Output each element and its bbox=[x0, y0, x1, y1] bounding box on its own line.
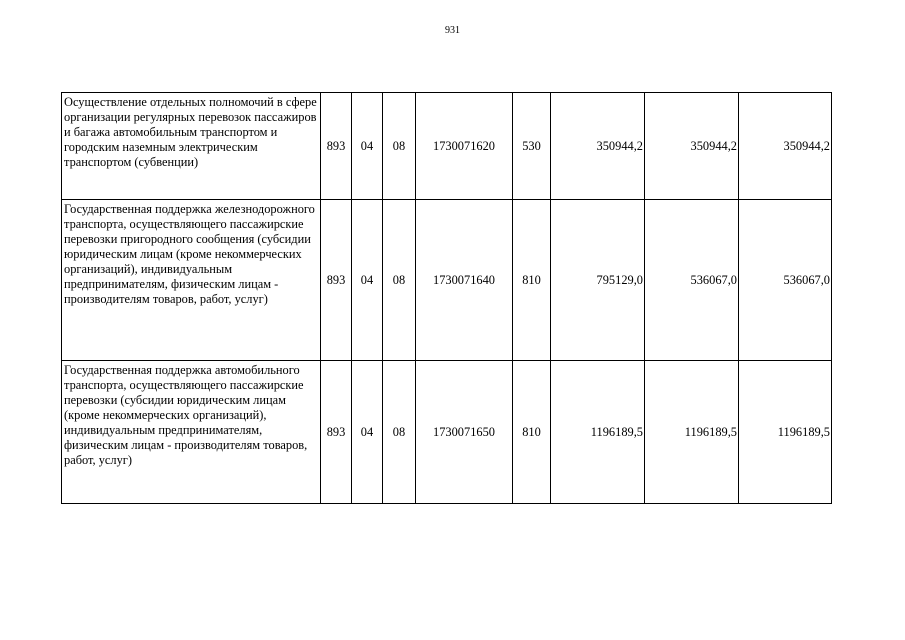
row-expense-type-code: 530 bbox=[513, 93, 551, 200]
row-section-code: 04 bbox=[352, 93, 383, 200]
row-amount-2: 536067,0 bbox=[645, 200, 739, 361]
table-row bbox=[62, 93, 832, 200]
row-target-code: 1730071650 bbox=[416, 361, 513, 504]
row-ministry-code: 893 bbox=[321, 200, 352, 361]
row-subsection-code: 08 bbox=[383, 361, 416, 504]
page-number: 931 bbox=[445, 25, 460, 36]
row-amount-2: 350944,2 bbox=[645, 93, 739, 200]
table-row bbox=[62, 361, 832, 504]
row-description: Государственная поддержка железнодорожного транспорта, осуществляющего пассажирские перевозки пригородного сообщения (субсидии юридическим лицам (кроме некоммерческих организаций), индивидуальным предпринимателям, физическим лицам - производителям товаров, работ, услуг) bbox=[62, 200, 321, 361]
row-expense-type-code: 810 bbox=[513, 200, 551, 361]
row-amount-2: 1196189,5 bbox=[645, 361, 739, 504]
row-target-code: 1730071620 bbox=[416, 93, 513, 200]
row-amount-1: 1196189,5 bbox=[551, 361, 645, 504]
row-ministry-code: 893 bbox=[321, 93, 352, 200]
row-section-code: 04 bbox=[352, 200, 383, 361]
row-section-code: 04 bbox=[352, 361, 383, 504]
row-amount-3: 350944,2 bbox=[739, 93, 832, 200]
row-subsection-code: 08 bbox=[383, 200, 416, 361]
row-target-code: 1730071640 bbox=[416, 200, 513, 361]
row-description: Государственная поддержка автомобильного транспорта, осуществляющего пассажирские перевозки (субсидии юридическим лицам (кроме некоммерческих организаций), индивидуальным предпринимателям, физическим лицам - производителям товаров, работ, услуг) bbox=[62, 361, 321, 504]
row-ministry-code: 893 bbox=[321, 361, 352, 504]
budget-table bbox=[61, 92, 832, 504]
row-amount-3: 1196189,5 bbox=[739, 361, 832, 504]
row-amount-1: 795129,0 bbox=[551, 200, 645, 361]
row-subsection-code: 08 bbox=[383, 93, 416, 200]
row-amount-3: 536067,0 bbox=[739, 200, 832, 361]
row-description: Осуществление отдельных полномочий в сфере организации регулярных перевозок пассажиров и багажа автомобильным транспортом и городским наземным электрическим транспортом (субвенции) bbox=[62, 93, 321, 200]
table-row bbox=[62, 200, 832, 361]
row-expense-type-code: 810 bbox=[513, 361, 551, 504]
row-amount-1: 350944,2 bbox=[551, 93, 645, 200]
